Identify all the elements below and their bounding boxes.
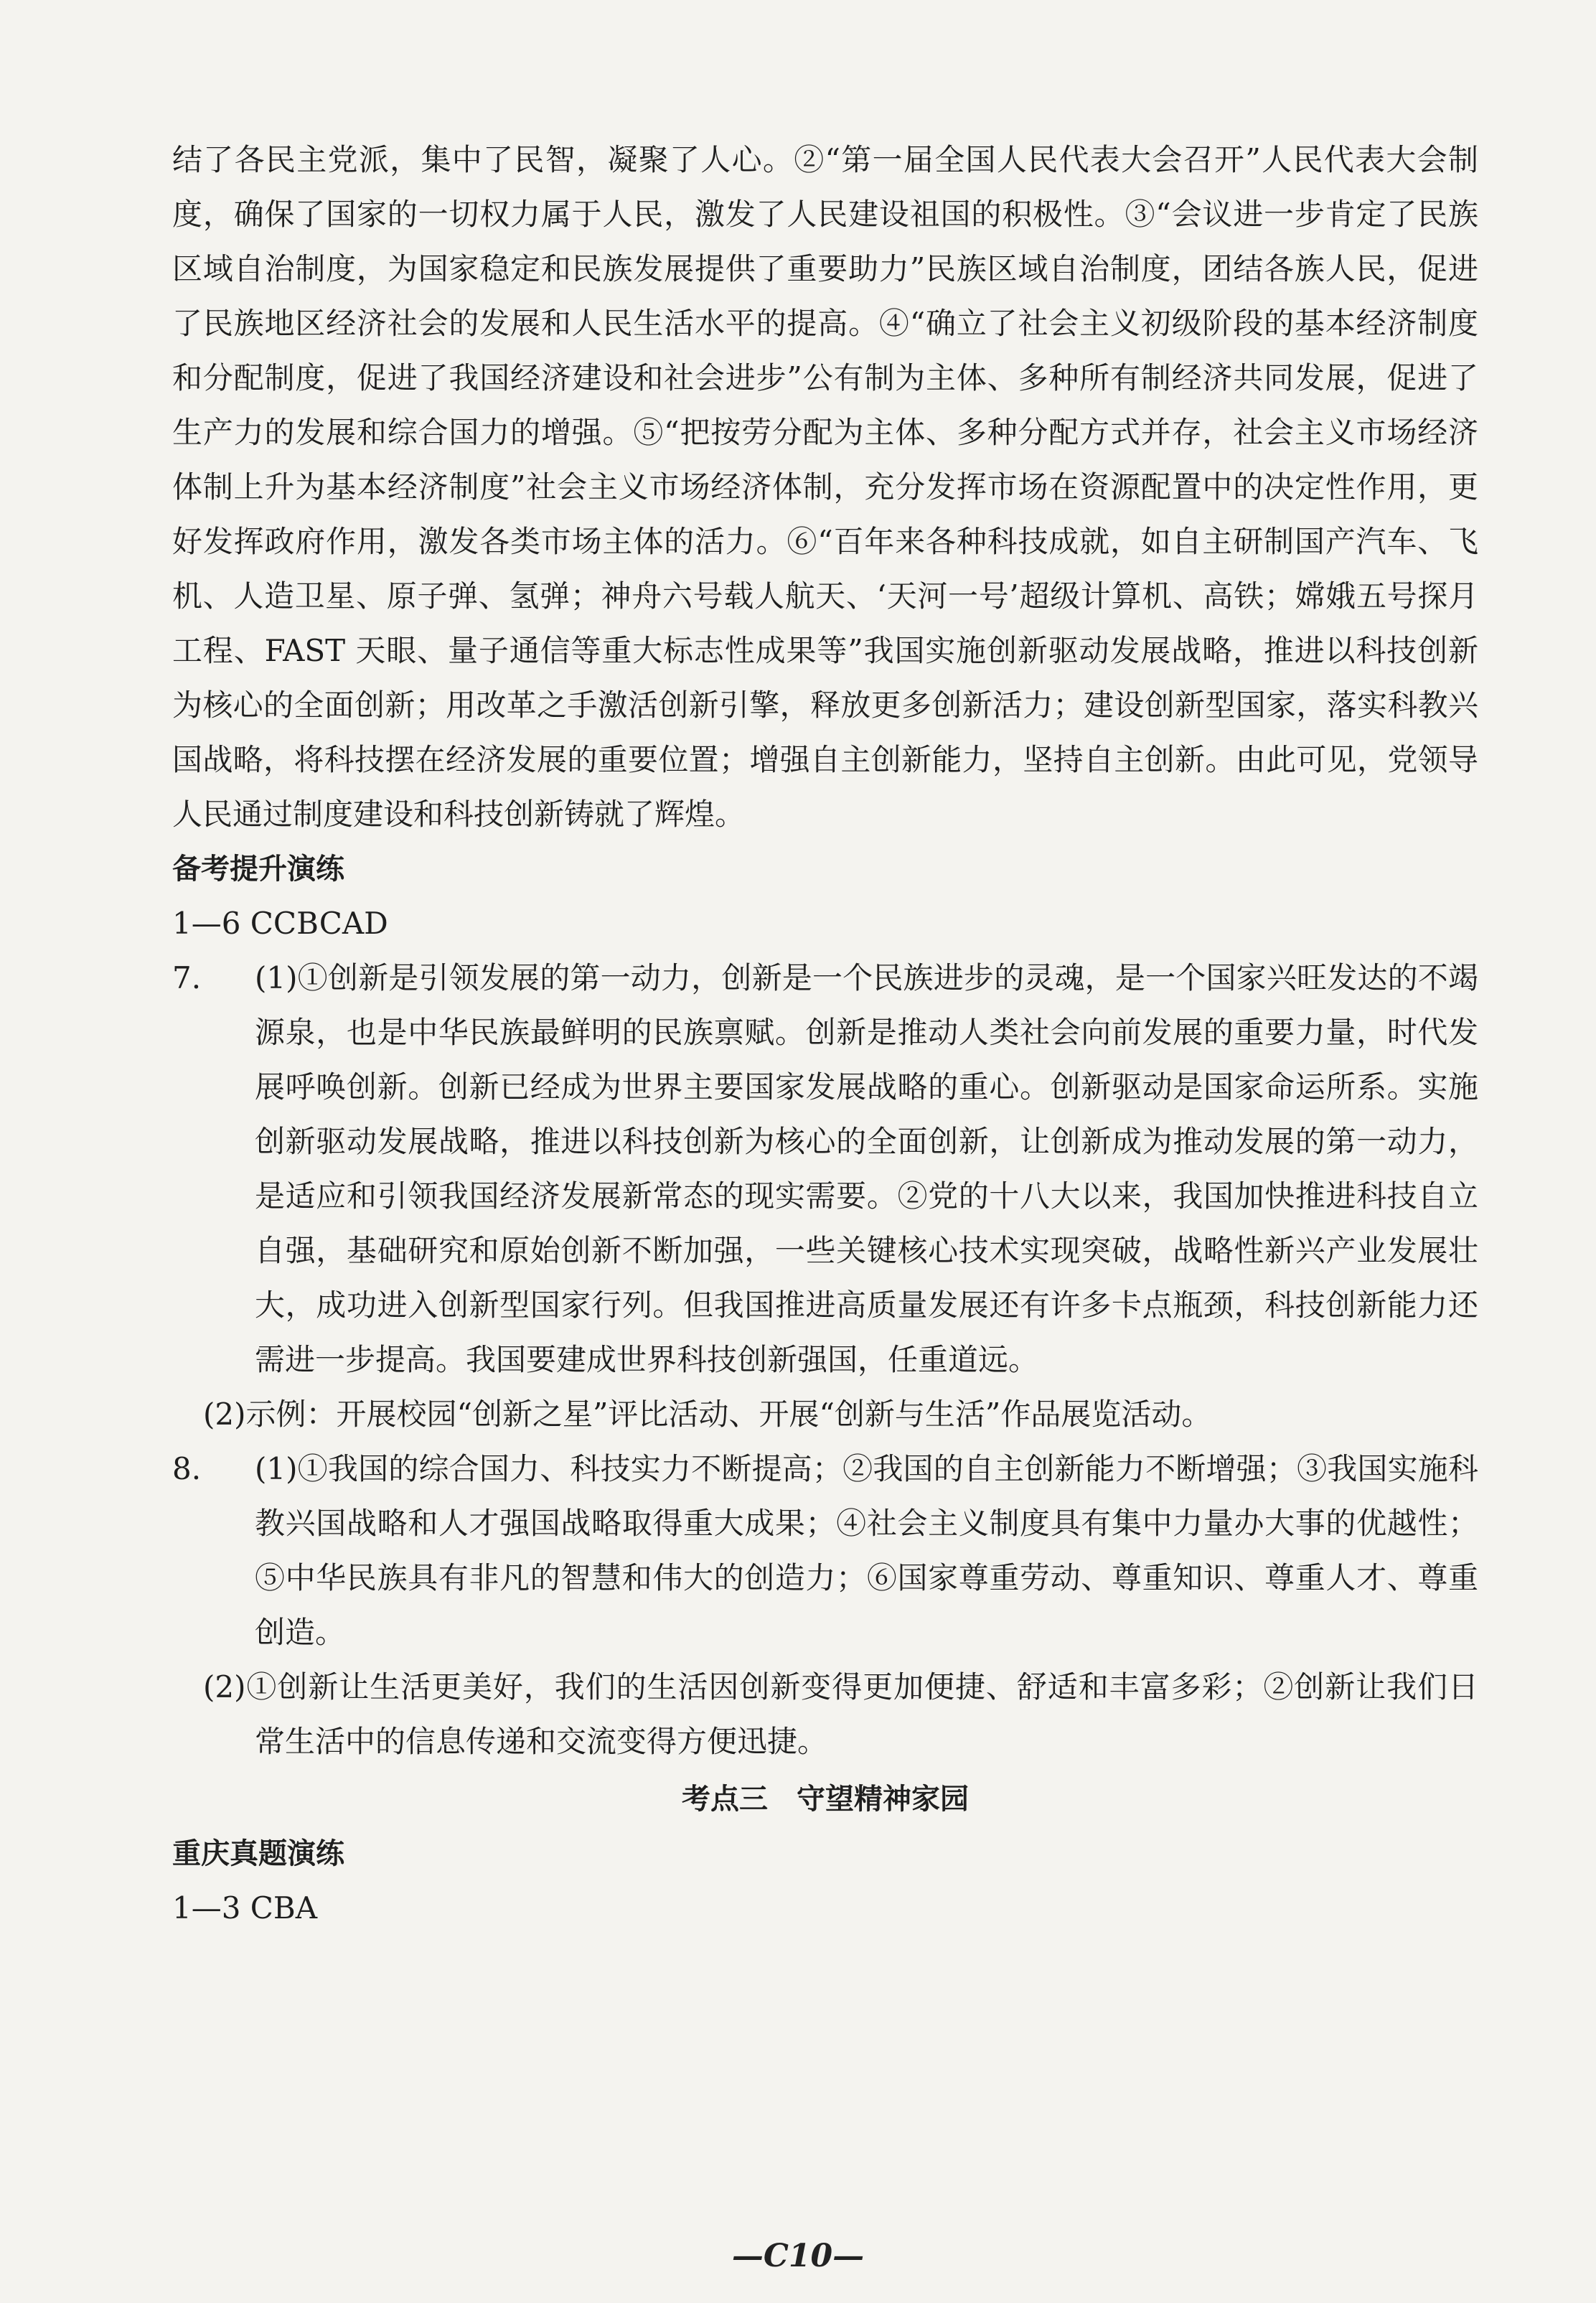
question-8-part-2: (2)①创新让生活更美好，我们的生活因创新变得更加便捷、舒适和丰富多彩；②创新让我们日常生活中的信息传递和交流变得方便迅捷。 <box>203 1669 1478 1759</box>
question-8-part-1-text: (1)①我国的综合国力、科技实力不断提高；②我国的自主创新能力不断增强；③我国实施科教兴国战略和人才强国战略取得重大成果；④社会主义制度具有集中力量办大事的优越性；⑤中华民族具有非凡的智慧和伟大的创造力；⑥国家尊重劳动、尊重知识、尊重人才、尊重创造。 <box>255 1451 1478 1650</box>
practice-answers: 1—6 CCBCAD <box>172 906 388 941</box>
question-7-part-1 <box>172 951 1478 1387</box>
real-exam-heading: 重庆真题演练 <box>172 1837 344 1870</box>
page-number: —C10— <box>731 2238 865 2274</box>
question-8-part-1 <box>172 1442 1478 1660</box>
question-7-number: 7. <box>172 960 202 995</box>
question-8-number: 8. <box>172 1451 202 1486</box>
question-7-part-1-text: (1)①创新是引领发展的第一动力，创新是一个民族进步的灵魂，是一个国家兴旺发达的不竭源泉，也是中华民族最鲜明的民族禀赋。创新是推动人类社会向前发展的重要力量，时代发展呼唤创新。创新已经成为世界主要国家发展战略的重心。创新驱动是国家命运所系。实施创新驱动发展战略，推进以科技创新为核心的全面创新，让创新成为推动发展的第一动力，是适应和引领我国经济发展新常态的现实需要。②党的十八大以来，我国加快推进科技自立自强，基础研究和原始创新不断加强，一些关键核心技术实现突破，战略性新兴产业发展壮大，成功进入创新型国家行列。但我国推进高质量发展还有许多卡点瓶颈，科技创新能力还需进一步提高。我国要建成世界科技创新强国，任重道远。 <box>255 960 1478 1377</box>
section-title: 考点三 守望精神家园 <box>682 1783 969 1816</box>
question-7-part-2: (2)示例：开展校园“创新之星”评比活动、开展“创新与生活”作品展览活动。 <box>203 1397 1212 1432</box>
page-content <box>172 133 1478 1936</box>
real-exam-answers: 1—3 CBA <box>172 1890 318 1926</box>
intro-paragraph: 结了各民主党派，集中了民智，凝聚了人心。②“第一届全国人民代表大会召开”人民代表大会制度，确保了国家的一切权力属于人民，激发了人民建设祖国的积极性。③“会议进一步肯定了民族区域自治制度，为国家稳定和民族发展提供了重要助力”民族区域自治制度，团结各族人民，促进了民族地区经济社会的发展和人民生活水平的提高。④“确立了社会主义初级阶段的基本经济制度和分配制度，促进了我国经济建设和社会进步”公有制为主体、多种所有制经济共同发展，促进了生产力的发展和综合国力的增强。⑤“把按劳分配为主体、多种分配方式并存，社会主义市场经济体制上升为基本经济制度”社会主义市场经济体制，充分发挥市场在资源配置中的决定性作用，更好发挥政府作用，激发各类市场主体的活力。⑥“百年来各种科技成就，如自主研制国产汽车、飞机、人造卫星、原子弹、氢弹；神舟六号载人航天、‘天河一号’超级计算机、高铁；嫦娥五号探月工程、FAST 天眼、量子通信等重大标志性成果等”我国实施创新驱动发展战略，推进以科技创新为核心的全面创新；用改革之手激活创新引擎，释放更多创新活力；建设创新型国家，落实科教兴国战略，将科技摆在经济发展的重要位置；增强自主创新能力，坚持自主创新。由此可见，党领导人民通过制度建设和科技创新铸就了辉煌。 <box>172 142 1478 832</box>
practice-heading: 备考提升演练 <box>172 853 344 886</box>
